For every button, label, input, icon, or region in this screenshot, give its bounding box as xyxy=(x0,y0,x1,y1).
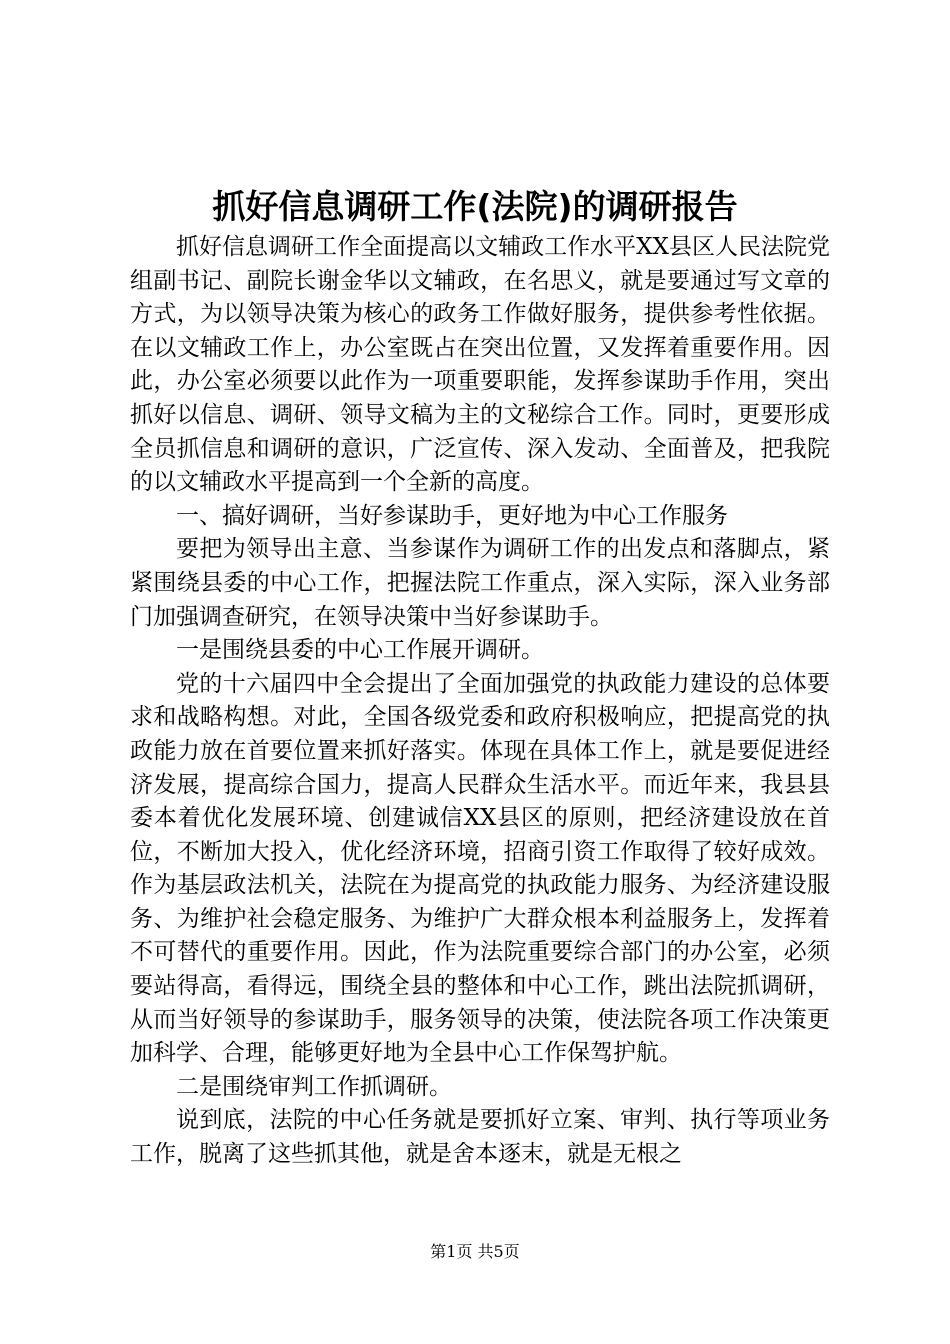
paragraph: 说到底，法院的中心任务就是要抓好立案、审判、执行等项业务工作，脱离了这些抓其他，就是舍本逐末，就是无根之 xyxy=(130,1107,830,1168)
page-number-footer: 第1页 共5页 xyxy=(430,1242,520,1261)
subsection-heading: 一是围绕县委的中心工作展开调研。 xyxy=(176,637,544,664)
section-heading: 一、搞好调研，当好参谋助手，更好地为中心工作服务 xyxy=(176,502,728,529)
paragraph: 要把为领导出主意、当参谋作为调研工作的出发点和落脚点，紧紧围绕县委的中心工作，把握法院工作重点，深入实际，深入业务部门加强调查研究，在领导决策中当好参谋助手。 xyxy=(130,536,830,630)
subsection-heading: 二是围绕审判工作抓调研。 xyxy=(176,1073,452,1100)
document-body xyxy=(130,231,830,1172)
paragraph: 党的十六届四中全会提出了全面加强党的执政能力建设的总体要求和战略构想。对此，全国各级党委和政府积极响应，把提高党的执政能力放在首要位置来抓好落实。体现在具体工作上，就是要促进经济发展，提高综合国力，提高人民群众生活水平。而近年来，我县县委本着优化发展环境、创建诚信XX县区的原则，把经济建设放在首位，不断加大投入，优化经济环境，招商引资工作取得了较好成效。作为基层政法机关，法院在为提高党的执政能力服务、为经济建设服务、为维护社会稳定服务、为维护广大群众根本利益服务上，发挥着不可替代的重要作用。因此，作为法院重要综合部门的办公室，必须要站得高，看得远，围绕全县的整体和中心工作，跳出法院抓调研，从而当好领导的参谋助手，服务领导的决策，使法院各项工作决策更加科学、合理，能够更好地为全县中心工作保驾护航。 xyxy=(130,670,830,1067)
paragraph: 抓好信息调研工作全面提高以文辅政工作水平XX县区人民法院党组副书记、副院长谢金华以文辅政，在名思义，就是要通过写文章的方式，为以领导决策为核心的政务工作做好服务，提供参考性依据。在以文辅政工作上，办公室既占在突出位置，又发挥着重要作用。因此，办公室必须要以此作为一项重要职能，发挥参谋助手作用，突出抓好以信息、调研、领导文稿为主的文秘综合工作。同时，更要形成全员抓信息和调研的意识，广泛宣传、深入发动、全面普及，把我院的以文辅政水平提高到一个全新的高度。 xyxy=(130,234,830,496)
document-title: 抓好信息调研工作(法院)的调研报告 xyxy=(212,187,738,226)
